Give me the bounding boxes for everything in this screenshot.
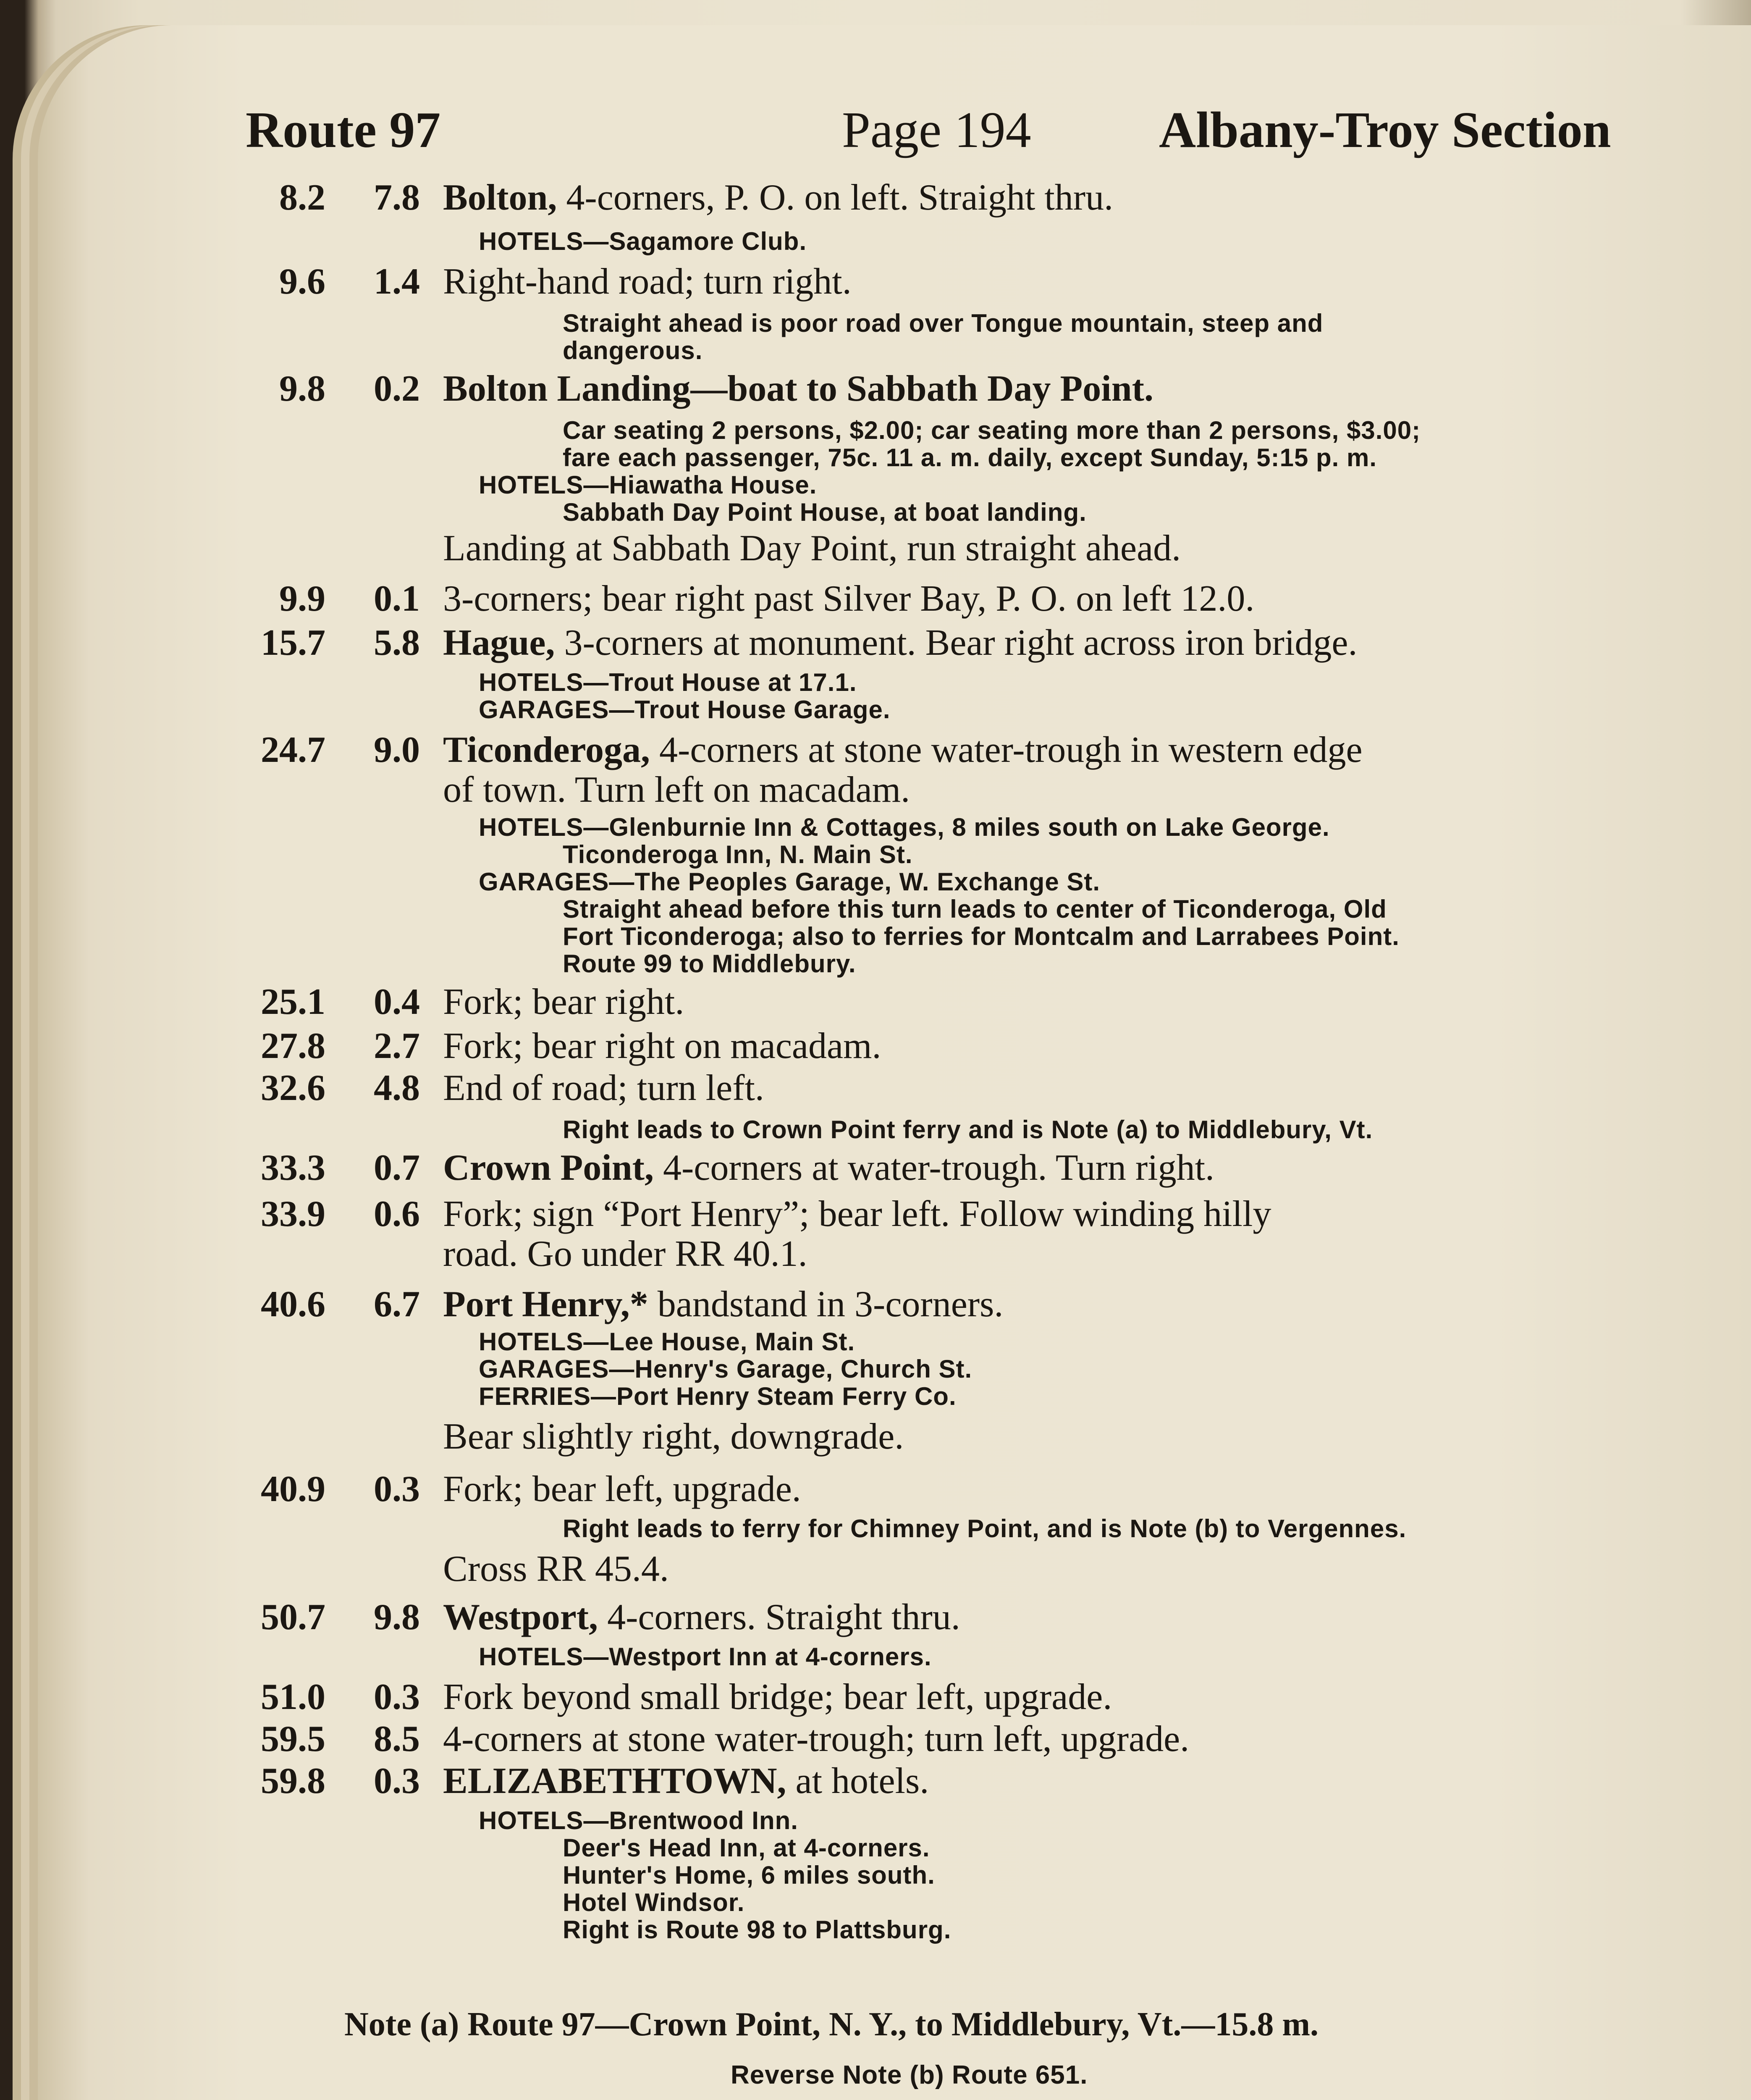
direction-text: 4-corners. Straight thru. xyxy=(598,1597,960,1638)
side-note: Right is Route 98 to Plattsburg. xyxy=(563,1916,952,1944)
cumulative-mileage: 59.5 xyxy=(261,1719,325,1759)
route-direction xyxy=(443,578,1254,620)
cumulative-mileage: 15.7 xyxy=(261,622,325,663)
route-direction xyxy=(443,1025,881,1067)
place-name: Westport, xyxy=(443,1597,598,1638)
segment-mileage: 0.3 xyxy=(374,1677,420,1717)
page-number: Page 194 xyxy=(842,102,1031,158)
segment-mileage: 0.2 xyxy=(374,368,420,409)
segment-mileage: 0.3 xyxy=(374,1761,420,1801)
segment-mileage: 0.1 xyxy=(374,578,420,619)
side-note: Fort Ticonderoga; also to ferries for Montcalm and Larrabees Point. xyxy=(563,922,1400,950)
direction-text: 4-corners at stone water-trough in western edge xyxy=(650,730,1363,770)
side-note: Right leads to ferry for Chimney Point, and is Note (b) to Vergennes. xyxy=(563,1515,1407,1543)
route-direction xyxy=(443,1718,1189,1760)
side-note: Right leads to Crown Point ferry and is Note (a) to Middlebury, Vt. xyxy=(563,1116,1373,1144)
direction-text: End of road; turn left. xyxy=(443,1068,764,1108)
route-direction xyxy=(443,176,1113,219)
hotels-note: HOTELS—Westport Inn at 4-corners. xyxy=(479,1643,932,1671)
hotels-note: HOTELS—Trout House at 17.1. xyxy=(479,668,857,696)
segment-mileage: 5.8 xyxy=(374,622,420,663)
direction-text: 3-corners; bear right past Silver Bay, P. O. on left 12.0. xyxy=(443,578,1255,619)
direction-text: 4-corners at water-trough. Turn right. xyxy=(653,1147,1215,1188)
direction-text: Bear slightly right, downgrade. xyxy=(443,1416,904,1457)
garages-note: GARAGES—The Peoples Garage, W. Exchange St. xyxy=(479,868,1101,896)
direction-text: road. Go under RR 40.1. xyxy=(443,1234,807,1274)
hotels-note: Ticonderoga Inn, N. Main St. xyxy=(563,840,913,869)
hotels-note: HOTELS—Brentwood Inn. xyxy=(479,1806,798,1835)
route-direction xyxy=(443,368,1153,410)
direction-text: Cross RR 45.4. xyxy=(443,1549,669,1589)
route-direction xyxy=(443,260,852,303)
place-name: Bolton, xyxy=(443,177,557,218)
direction-text: Fork beyond small bridge; bear left, upgrade. xyxy=(443,1677,1112,1717)
segment-mileage: 2.7 xyxy=(374,1026,420,1066)
cumulative-mileage: 32.6 xyxy=(261,1068,325,1108)
route-direction xyxy=(443,1193,1271,1235)
side-note: dangerous. xyxy=(563,336,703,365)
direction-text: Fork; bear right. xyxy=(443,982,684,1022)
hotels-note: Deer's Head Inn, at 4-corners. xyxy=(563,1834,930,1862)
segment-mileage: 0.6 xyxy=(374,1194,420,1234)
note-title: Note (a) Route 97—Crown Point, N. Y., to Middlebury, Vt.—15.8 m. xyxy=(344,2006,1318,2043)
segment-mileage: 7.8 xyxy=(374,177,420,218)
cumulative-mileage: 50.7 xyxy=(261,1597,325,1638)
route-direction xyxy=(443,1415,904,1458)
cumulative-mileage: 59.8 xyxy=(261,1761,325,1801)
segment-mileage: 4.8 xyxy=(374,1068,420,1108)
route-direction xyxy=(443,622,1357,664)
hotels-note: Hotel Windsor. xyxy=(563,1888,745,1916)
cumulative-mileage: 40.6 xyxy=(261,1284,325,1325)
direction-text: bandstand in 3-corners. xyxy=(648,1284,1004,1325)
direction-text: Right-hand road; turn right. xyxy=(443,261,852,302)
hotels-note: HOTELS—Lee House, Main St. xyxy=(479,1328,855,1356)
place-name: Bolton Landing—boat to Sabbath Day Point. xyxy=(443,368,1153,409)
ferries-note: FERRIES—Port Henry Steam Ferry Co. xyxy=(479,1382,957,1410)
direction-text: 4-corners at stone water-trough; turn left, upgrade. xyxy=(443,1719,1190,1759)
cumulative-mileage: 25.1 xyxy=(261,982,325,1022)
side-note: Straight ahead is poor road over Tongue mountain, steep and xyxy=(563,309,1324,337)
place-name: Hague, xyxy=(443,622,555,663)
side-note: Route 99 to Middlebury. xyxy=(563,950,856,978)
segment-mileage: 9.8 xyxy=(374,1597,420,1638)
route-direction xyxy=(443,981,684,1023)
direction-text: Landing at Sabbath Day Point, run straight ahead. xyxy=(443,528,1181,569)
cumulative-mileage: 27.8 xyxy=(261,1026,325,1066)
direction-text: of town. Turn left on macadam. xyxy=(443,769,910,810)
direction-text: Fork; sign “Port Henry”; bear left. Follow winding hilly xyxy=(443,1194,1271,1234)
route-direction xyxy=(443,1468,801,1510)
cumulative-mileage: 9.9 xyxy=(279,578,325,619)
section-title: Albany-Troy Section xyxy=(1159,102,1611,158)
direction-text: 4-corners, P. O. on left. Straight thru. xyxy=(557,177,1114,218)
hotels-note: HOTELS—Sagamore Club. xyxy=(479,227,807,255)
route-direction xyxy=(443,769,910,811)
note-subtitle: Reverse Note (b) Route 651. xyxy=(731,2061,1088,2090)
hotels-note: HOTELS—Glenburnie Inn & Cottages, 8 miles south on Lake George. xyxy=(479,813,1330,841)
hotels-note: Sabbath Day Point House, at boat landing. xyxy=(563,498,1087,526)
garages-note: GARAGES—Henry's Garage, Church St. xyxy=(479,1355,972,1383)
direction-text: at hotels. xyxy=(786,1761,929,1801)
route-direction xyxy=(443,1233,807,1275)
route-direction xyxy=(443,527,1181,570)
cumulative-mileage: 40.9 xyxy=(261,1469,325,1509)
place-name: ELIZABETHTOWN, xyxy=(443,1761,786,1801)
cumulative-mileage: 33.9 xyxy=(261,1194,325,1234)
side-note: Straight ahead before this turn leads to center of Ticonderoga, Old xyxy=(563,895,1387,923)
garages-note: GARAGES—Trout House Garage. xyxy=(479,696,891,724)
cumulative-mileage: 8.2 xyxy=(279,177,325,218)
side-note: Car seating 2 persons, $2.00; car seating more than 2 persons, $3.00; xyxy=(563,416,1421,444)
route-direction xyxy=(443,1760,929,1802)
cumulative-mileage: 9.8 xyxy=(279,368,325,409)
cumulative-mileage: 9.6 xyxy=(279,261,325,302)
route-direction xyxy=(443,1147,1214,1189)
place-name: Port Henry,* xyxy=(443,1284,648,1325)
route-direction xyxy=(443,1067,764,1109)
direction-text: Fork; bear right on macadam. xyxy=(443,1026,881,1066)
route-direction xyxy=(443,729,1363,771)
hotels-note: Hunter's Home, 6 miles south. xyxy=(563,1861,935,1889)
route-number: Route 97 xyxy=(246,102,441,158)
segment-mileage: 0.3 xyxy=(374,1469,420,1509)
cumulative-mileage: 51.0 xyxy=(261,1677,325,1717)
route-direction xyxy=(443,1548,669,1590)
segment-mileage: 1.4 xyxy=(374,261,420,302)
place-name: Ticonderoga, xyxy=(443,730,650,770)
cumulative-mileage: 24.7 xyxy=(261,730,325,770)
segment-mileage: 6.7 xyxy=(374,1284,420,1325)
place-name: Crown Point, xyxy=(443,1147,654,1188)
route-direction xyxy=(443,1676,1112,1718)
direction-text: 3-corners at monument. Bear right across iron bridge. xyxy=(555,622,1358,663)
segment-mileage: 0.4 xyxy=(374,982,420,1022)
direction-text: Fork; bear left, upgrade. xyxy=(443,1469,801,1509)
side-note: fare each passenger, 75c. 11 a. m. daily, except Sunday, 5:15 p. m. xyxy=(563,444,1377,472)
route-direction xyxy=(443,1596,960,1638)
segment-mileage: 9.0 xyxy=(374,730,420,770)
segment-mileage: 0.7 xyxy=(374,1147,420,1188)
route-direction xyxy=(443,1283,1003,1326)
cumulative-mileage: 33.3 xyxy=(261,1147,325,1188)
segment-mileage: 8.5 xyxy=(374,1719,420,1759)
hotels-note: HOTELS—Hiawatha House. xyxy=(479,471,817,499)
